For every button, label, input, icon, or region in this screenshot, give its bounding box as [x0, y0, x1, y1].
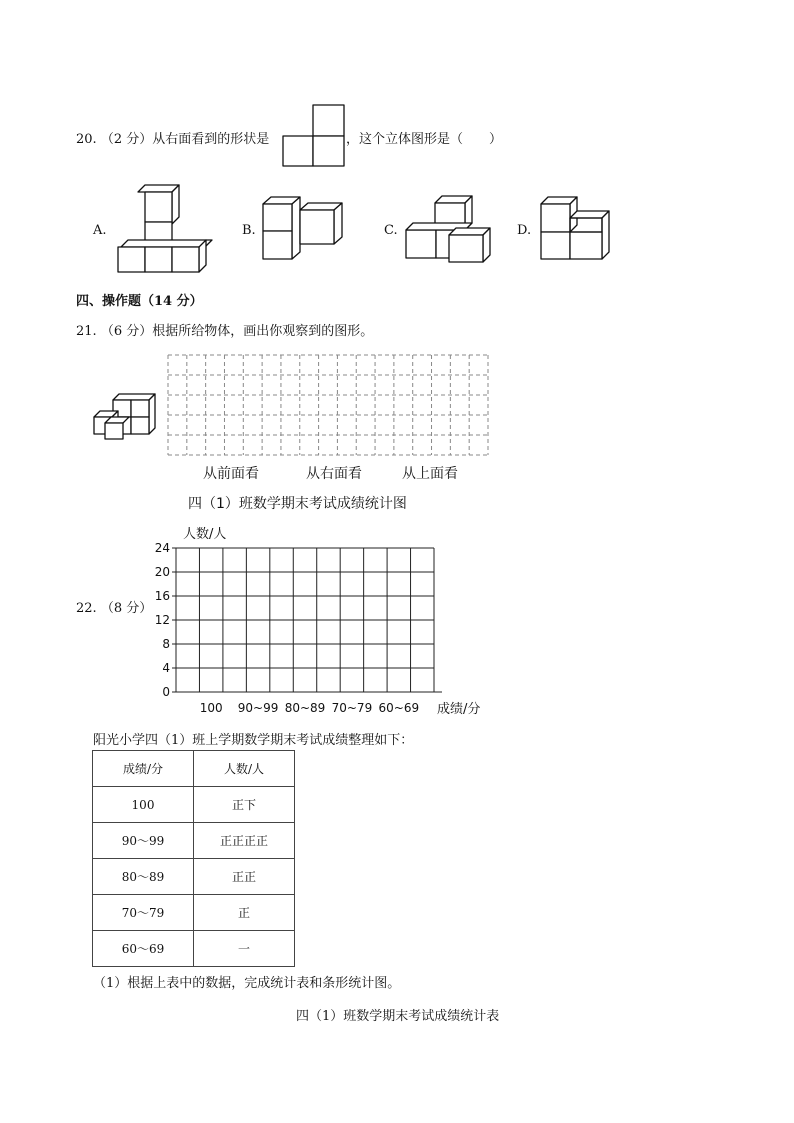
- chart-x-axis-label: 成绩/分: [437, 702, 481, 717]
- q21-points: （6 分）: [100, 324, 153, 339]
- tally-header-score: 成绩/分: [93, 751, 194, 787]
- x-category-label: 90~99: [237, 701, 279, 715]
- q21-stem: [76, 320, 373, 339]
- q20-points: （2 分）: [100, 132, 153, 147]
- tally-score-cell: 80～89: [93, 859, 194, 895]
- q20-text-after: ，这个立体图形是（ ）: [346, 132, 503, 147]
- x-category-label: 60~69: [378, 701, 420, 715]
- q21-object-figure: [93, 389, 157, 441]
- q21-number: 21.: [76, 324, 97, 339]
- q20-stem: [76, 128, 269, 147]
- y-tick-label: 8: [162, 637, 170, 651]
- q21-label-top: 从上面看: [402, 466, 458, 482]
- q20-option-b-label[interactable]: B.: [242, 223, 256, 238]
- q20-option-c-figure[interactable]: [405, 195, 493, 263]
- q22-intro: 阳光小学四（1）班上学期数学期末考试成绩整理如下：: [93, 733, 414, 748]
- tally-mark-cell: 一: [194, 931, 295, 967]
- table-row: [93, 787, 295, 823]
- bar-chart[interactable]: [148, 540, 493, 720]
- q20-number: 20.: [76, 132, 97, 147]
- x-category-label: 80~89: [284, 701, 326, 715]
- tally-mark-cell: 正: [194, 895, 295, 931]
- chart-title: 四（1）班数学期末考试成绩统计图: [188, 496, 407, 512]
- q22-number: 22.: [76, 601, 97, 616]
- tally-score-cell: 60～69: [93, 931, 194, 967]
- q20-option-a-figure[interactable]: [117, 185, 209, 275]
- y-tick-label: 16: [154, 589, 170, 603]
- q22-sub1: （1）根据上表中的数据，完成统计表和条形统计图。: [93, 976, 401, 991]
- tally-header-row: [93, 751, 295, 787]
- y-tick-label: 0: [162, 685, 170, 699]
- q20-option-b-figure[interactable]: [262, 196, 346, 262]
- q21-label-right: 从右面看: [306, 466, 362, 482]
- q21-text: 根据所给物体，画出你观察到的图形。: [152, 324, 374, 339]
- q22-table-title: 四（1）班数学期末考试成绩统计表: [296, 1009, 500, 1024]
- tally-table: [92, 750, 295, 967]
- table-row: [93, 859, 295, 895]
- q22-stem: [76, 597, 152, 616]
- q20-text-before: 从右面看到的形状是: [152, 132, 270, 147]
- q21-drawing-grid[interactable]: [167, 354, 489, 456]
- table-row: [93, 895, 295, 931]
- q20-option-d-figure[interactable]: [540, 196, 614, 262]
- chart-y-axis-label: 人数/人: [183, 527, 227, 542]
- x-category-label: 100: [199, 701, 223, 715]
- tally-mark-cell: 正正: [194, 859, 295, 895]
- q20-option-a-label[interactable]: A.: [93, 223, 107, 238]
- q22-points: （8 分）: [100, 601, 153, 616]
- tally-mark-cell: 正下: [194, 787, 295, 823]
- tally-score-cell: 70～79: [93, 895, 194, 931]
- x-category-label: 70~79: [331, 701, 373, 715]
- y-tick-label: 4: [162, 661, 170, 675]
- tally-header-count: 人数/人: [194, 751, 295, 787]
- q20-option-d-label[interactable]: D.: [517, 223, 532, 238]
- tally-score-cell: 90～99: [93, 823, 194, 859]
- y-tick-label: 12: [154, 613, 170, 627]
- q20-right-view-figure: [282, 104, 346, 168]
- y-tick-label: 24: [154, 541, 170, 555]
- table-row: [93, 931, 295, 967]
- q21-label-front: 从前面看: [203, 466, 259, 482]
- y-tick-label: 20: [154, 565, 170, 579]
- q20-option-c-label[interactable]: C.: [384, 223, 398, 238]
- tally-score-cell: 100: [93, 787, 194, 823]
- section4-title: 四、操作题（14 分）: [76, 294, 203, 309]
- tally-mark-cell: 正正正正: [194, 823, 295, 859]
- table-row: [93, 823, 295, 859]
